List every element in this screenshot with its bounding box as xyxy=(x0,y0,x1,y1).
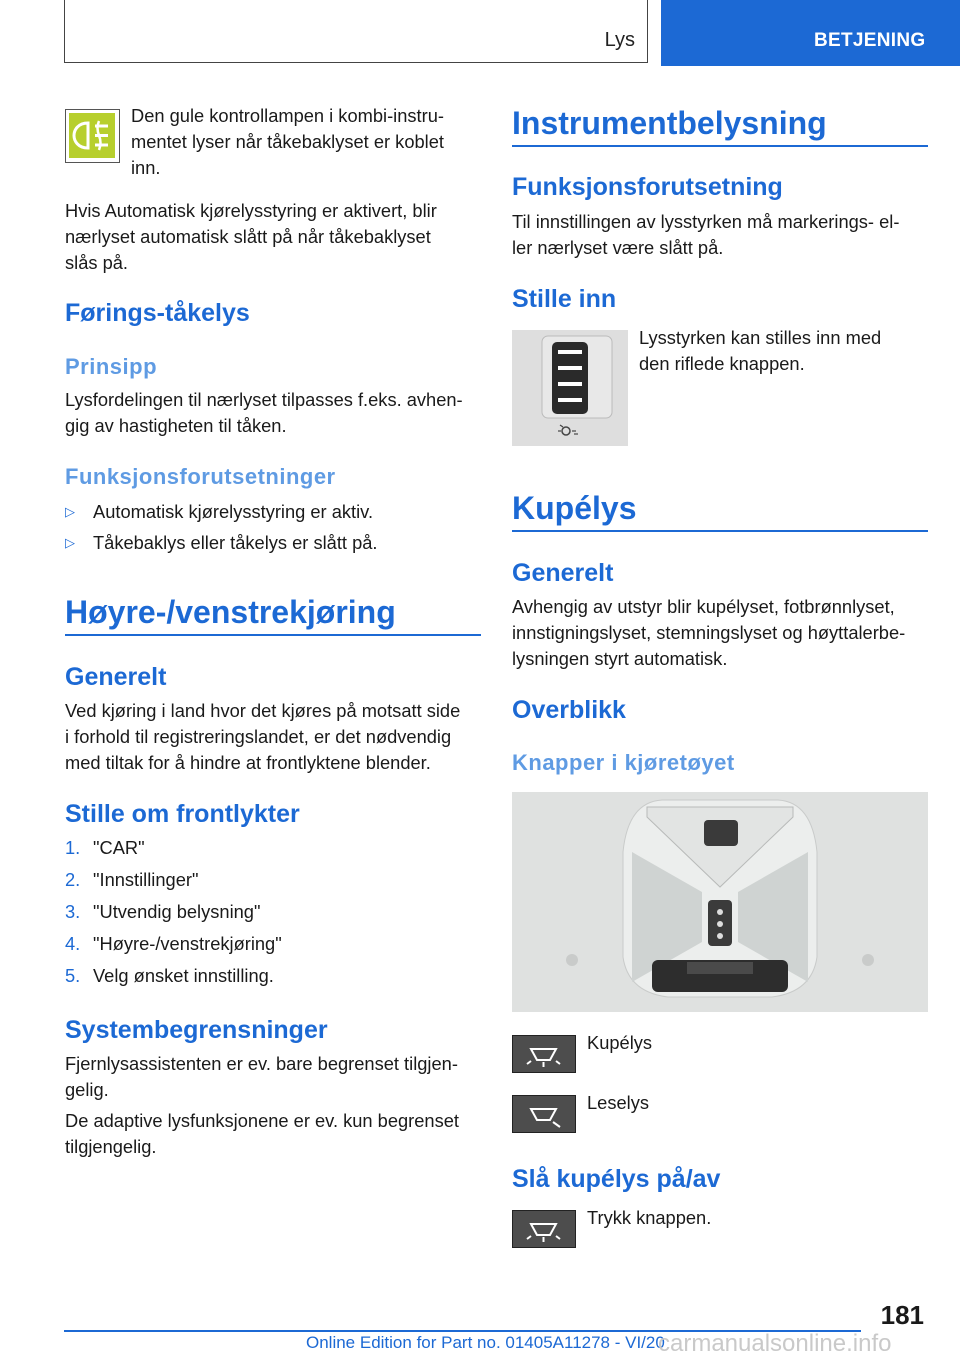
chapter-tab-label: BETJENING xyxy=(814,30,926,51)
heading-stille-inn: Stille inn xyxy=(512,285,617,313)
roof-console-illustration xyxy=(512,792,928,1012)
heading-systembegrensninger: Systembegrensninger xyxy=(65,1016,328,1044)
auto-text-line-1: Hvis Automatisk kjørelysstyring er aktivert, blir xyxy=(65,200,437,221)
stille-inn-line-2: den riflede knappen. xyxy=(639,353,805,374)
step-text: "CAR" xyxy=(93,837,145,858)
bullet-text: Automatisk kjørelysstyring er aktiv. xyxy=(93,501,374,522)
auto-text-line-2: nærlyset automatisk slått på når tåkebaklyset xyxy=(65,226,431,247)
fog-indicator-line-3: inn. xyxy=(131,157,161,178)
step-item xyxy=(65,835,475,861)
step-number: 2. xyxy=(65,869,81,890)
bullet-marker-icon: ▷ xyxy=(65,535,75,550)
system-line-4: tilgjengelig. xyxy=(65,1136,157,1157)
list-item xyxy=(65,499,475,525)
heading-instrumentbelysning: Instrumentbelysning xyxy=(512,105,827,141)
fog-indicator-line-1: Den gule kontrollampen i kombi-instru- xyxy=(131,105,444,126)
page-number: 181 xyxy=(880,1300,924,1330)
generelt-left-line-1: Ved kjøring i land hvor det kjøres på motsatt side xyxy=(65,700,461,721)
auto-text-line-3: slås på. xyxy=(65,252,129,273)
generelt-left-line-2: i forhold til registreringslandet, er det nødvendig xyxy=(65,726,452,747)
header-frame xyxy=(64,0,648,63)
section-divider xyxy=(512,530,928,532)
step-item xyxy=(65,867,475,893)
system-line-1: Fjernlysassistenten er ev. bare begrenset tilgjen- xyxy=(65,1053,458,1074)
list-item xyxy=(65,530,475,556)
label-kupelys: Kupélys xyxy=(587,1032,653,1053)
system-line-2: gelig. xyxy=(65,1079,109,1100)
step-item xyxy=(65,931,475,957)
interior-light-icon xyxy=(512,1035,576,1073)
step-number: 4. xyxy=(65,933,81,954)
step-text: "Høyre-/venstrekjøring" xyxy=(93,933,282,954)
system-line-3: De adaptive lysfunksjonene er ev. kun begrenset xyxy=(65,1110,459,1131)
prinsipp-line-1: Lysfordelingen til nærlyset tilpasses f.eks. avhen- xyxy=(65,389,463,410)
step-item xyxy=(65,899,475,925)
heading-sla-kupelys: Slå kupélys på/av xyxy=(512,1165,721,1193)
heading-generelt-right: Generelt xyxy=(512,559,614,587)
heading-funksjonsforutsetning: Funksjonsforutsetning xyxy=(512,173,783,201)
interior-light-button-icon xyxy=(512,1210,576,1248)
funksjon-line-2: ler nærlyset være slått på. xyxy=(512,237,724,258)
generelt-left-line-3: med tiltak for å hindre at frontlyktene blender. xyxy=(65,752,431,773)
chapter-tab xyxy=(661,0,960,66)
step-item xyxy=(65,963,475,989)
bullet-marker-icon: ▷ xyxy=(65,504,75,519)
footer-edition: Online Edition for Part no. 01405A11278 - VI/20 xyxy=(306,1333,665,1352)
heading-kupelys: Kupélys xyxy=(512,490,637,526)
funksjon-line-1: Til innstillingen av lysstyrken må markerings- el- xyxy=(512,211,900,232)
label-leselys: Leselys xyxy=(587,1092,649,1113)
stille-inn-line-1: Lysstyrken kan stilles inn med xyxy=(639,327,882,348)
prinsipp-line-2: gig av hastigheten til tåken. xyxy=(65,415,287,436)
generelt-right-line-1: Avhengig av utstyr blir kupélyset, fotbrønnlyset, xyxy=(512,596,895,617)
fog-lamp-indicator-icon xyxy=(65,109,120,163)
step-text: Velg ønsket innstilling. xyxy=(93,965,274,986)
fog-indicator-line-2: mentet lyser når tåkebaklyset er koblet xyxy=(131,131,444,152)
heading-funksjonsforutsetninger: Funksjonsforutsetninger xyxy=(65,464,336,489)
sla-text: Trykk knappen. xyxy=(587,1207,712,1228)
step-number: 5. xyxy=(65,965,81,986)
section-divider xyxy=(512,145,928,147)
step-number: 1. xyxy=(65,837,81,858)
section-divider xyxy=(65,634,481,636)
step-text: "Innstillinger" xyxy=(93,869,199,890)
heading-stille-om-frontlykter: Stille om frontlykter xyxy=(65,800,300,828)
generelt-right-line-3: lysningen styrt automatisk. xyxy=(512,648,728,669)
dimmer-wheel-illustration xyxy=(512,330,628,446)
step-text: "Utvendig belysning" xyxy=(93,901,261,922)
heading-overblikk: Overblikk xyxy=(512,696,626,724)
heading-forings-takelys: Førings-tåkelys xyxy=(65,299,250,327)
heading-prinsipp: Prinsipp xyxy=(65,354,158,379)
footer-watermark: carmanualsonline.info xyxy=(658,1330,892,1357)
heading-hoyre-venstrekjoring: Høyre-/venstrekjøring xyxy=(65,594,396,630)
header-section-title: Lys xyxy=(604,29,635,51)
heading-generelt-left: Generelt xyxy=(65,663,167,691)
generelt-right-line-2: innstigningslyset, stemningslyset og høyttalerbe- xyxy=(512,622,906,643)
bullet-text: Tåkebaklys eller tåkelys er slått på. xyxy=(93,532,378,553)
heading-knapper: Knapper i kjøretøyet xyxy=(512,750,735,775)
reading-light-icon xyxy=(512,1095,576,1133)
step-number: 3. xyxy=(65,901,81,922)
